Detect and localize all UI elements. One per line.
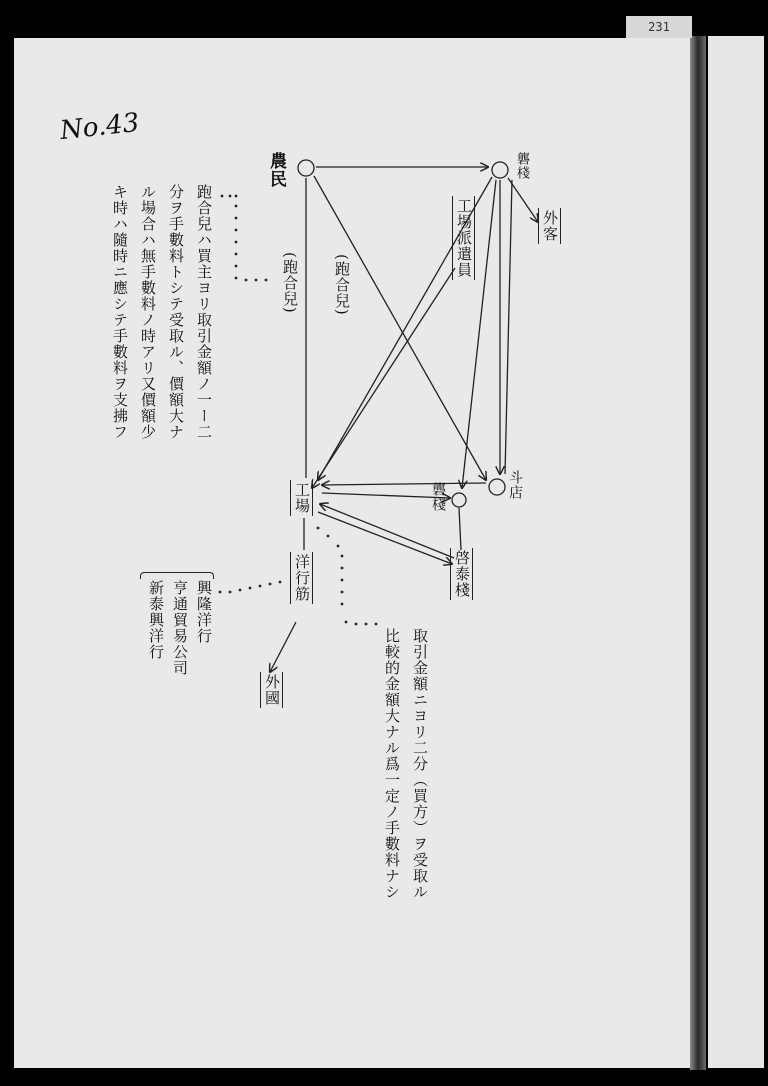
dotted-leader-firms xyxy=(219,581,282,594)
foreign-guest-label: 外客 xyxy=(538,208,561,244)
factory-label: 工場 xyxy=(290,480,313,516)
qitai-note-line: 比較的金額大ナル爲一定ノ手數料ナシ xyxy=(383,628,401,900)
grain-store-label: 斗店 xyxy=(507,470,523,500)
farmer-label: 農民 xyxy=(266,152,286,188)
firm-item: 新泰興洋行 xyxy=(147,580,165,660)
factory-agent-label: 工場派遣員 xyxy=(452,196,475,280)
broker-note-line: キ時ハ隨時ニ應シテ手數料ヲ支拂フ xyxy=(111,184,129,440)
foreign-firm-channel-label: 洋行筋 xyxy=(290,552,313,604)
dotted-leader-broker xyxy=(221,195,268,282)
firm-item: 亨通貿易公司 xyxy=(171,580,189,676)
rice-hull-shop-top-node xyxy=(492,162,508,178)
foreign-country-label: 外國 xyxy=(260,672,283,708)
qitai-note xyxy=(378,628,440,968)
broker-left-label: (跑合兒) xyxy=(281,252,299,314)
rice-hull-shop-bottom-label: 礱棧 xyxy=(430,482,446,512)
broker-note-line: ル場合ハ無手數料ノ時アリ又價額少 xyxy=(139,184,157,440)
dotted-leader-qitai xyxy=(317,527,378,626)
edge-grainstore-to-factory xyxy=(322,483,486,485)
edge-hullshop-to-grainstore-2 xyxy=(505,180,512,474)
broker-note-line: 分ヲ手數料トシテ受取ル、價額大ナ xyxy=(167,184,185,440)
firm-item: 興隆洋行 xyxy=(195,580,213,644)
edge-factory-to-qitai xyxy=(318,512,452,564)
rice-hull-shop-bottom-node xyxy=(452,493,466,507)
qitai-shop-label: 啓泰棧 xyxy=(450,548,473,600)
edge-firms-to-foreign xyxy=(270,622,296,672)
broker-right-label: (跑合兒) xyxy=(333,254,351,316)
edge-qitai-to-factory xyxy=(320,504,454,558)
broker-note-line: 跑合兒ハ買主ヨリ取引金額ノ一ー二 xyxy=(195,184,213,440)
rice-hull-shop-top-label: 礱棧 xyxy=(514,152,529,180)
grain-store-node xyxy=(489,479,505,495)
qitai-note-line: 取引金額ニヨリ二分（買方）ヲ受取ル xyxy=(411,628,429,900)
edge-hullshop-to-qitai xyxy=(459,508,461,550)
farmer-node xyxy=(298,160,314,176)
page-tab-label: 231 xyxy=(626,16,692,38)
firms-list xyxy=(140,572,220,692)
firms-bracket xyxy=(140,572,214,579)
broker-note xyxy=(108,184,220,514)
page-number: No.43 xyxy=(58,107,141,147)
edge-hullshop-to-guest xyxy=(508,178,538,222)
